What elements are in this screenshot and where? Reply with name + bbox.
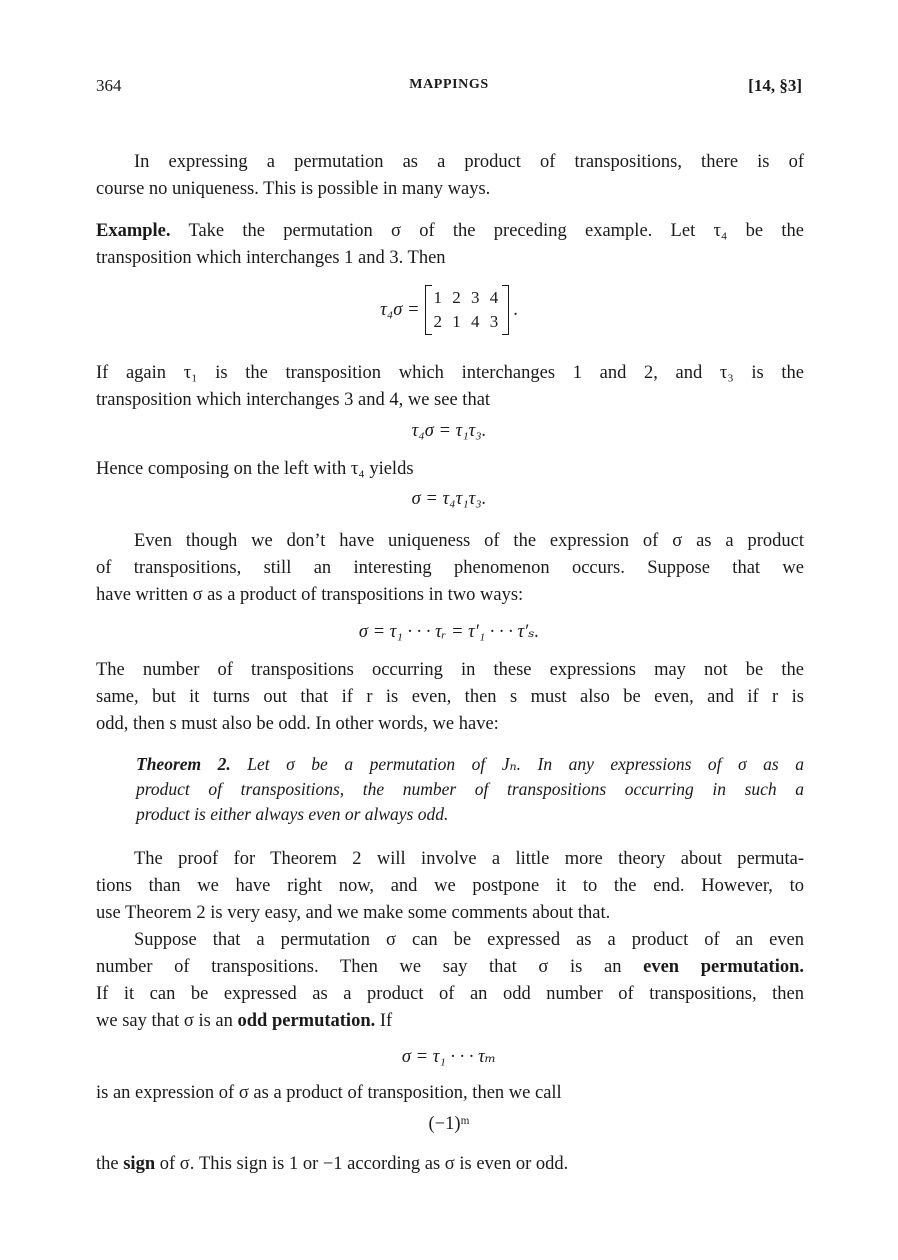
equation-4: σ = τ₁ · · · τᵣ = τ′₁ · · · τ′ₛ. xyxy=(358,622,540,642)
equation-matrix xyxy=(0,286,898,334)
text-line: transposition which interchanges 1 and 3. Then xyxy=(96,248,446,268)
text-line: of transpositions, still an interesting phenomenon occurs. Suppose that we xyxy=(96,558,804,578)
paragraph-transpositions xyxy=(96,360,804,414)
theorem-label: Theorem 2. xyxy=(136,754,231,774)
running-title: MAPPINGS xyxy=(409,77,489,92)
equation-period: . xyxy=(513,299,518,320)
text-line: The proof for Theorem 2 will involve a little more theory about permuta- xyxy=(134,849,804,869)
text-line: product of transpositions, the number of transpositions occurring in such a xyxy=(136,779,804,799)
text-line: product is either always even or always odd. xyxy=(136,804,449,824)
permutation-matrix xyxy=(425,286,509,334)
text-line: If xyxy=(375,1011,393,1031)
equation-5: σ = τ₁ · · · τₘ xyxy=(401,1047,497,1067)
text-line: is an expression of σ as a product of transposition, then we call xyxy=(96,1083,562,1103)
text-line: If again τ₁ is the transposition which interchanges 1 and 2, and τ₃ is the xyxy=(96,363,804,383)
theorem-2 xyxy=(136,752,804,827)
text-line: Even though we don’t have uniqueness of the expression of σ as a product xyxy=(134,531,804,551)
term-sign: sign xyxy=(123,1154,156,1174)
paragraph-composing xyxy=(96,456,804,483)
paragraph-proof xyxy=(96,846,804,927)
text-line: tions than we have right now, and we postpone it to the end. However, to xyxy=(96,876,804,896)
paragraph-phenomenon xyxy=(96,528,804,609)
text-line: use Theorem 2 is very easy, and we make some comments about that. xyxy=(96,903,611,923)
text-line: In expressing a permutation as a product of transpositions, there is of xyxy=(134,152,804,172)
section-reference: [14, §3] xyxy=(748,76,802,95)
example-label: Example. xyxy=(96,221,171,241)
text-line: transposition which interchanges 3 and 4, we see that xyxy=(96,390,491,410)
term-odd-permutation: odd permutation. xyxy=(237,1011,376,1031)
example-paragraph xyxy=(96,218,804,272)
paragraph-parity xyxy=(96,657,804,738)
matrix-row-top: 1 2 3 4 xyxy=(433,288,502,307)
text-line: of σ. This sign is 1 or −1 according as σ is even or odd. xyxy=(155,1154,569,1174)
equation-6: (−1)ᵐ xyxy=(428,1114,470,1134)
matrix-row-bottom: 2 1 4 3 xyxy=(433,312,502,331)
text-line: Hence composing on the left with τ₄ yields xyxy=(96,459,414,479)
text-line: number of transpositions. Then we say that σ is an xyxy=(96,957,644,977)
paragraph-sign xyxy=(96,1151,804,1178)
text-line: we say that σ is an xyxy=(96,1011,238,1031)
text-line: Let σ be a permutation of Jₙ. In any expressions of σ as a xyxy=(230,754,805,774)
text-line: If it can be expressed as a product of an odd number of transpositions, then xyxy=(96,984,804,1004)
equation-3: σ = τ₄τ₁τ₃. xyxy=(411,489,487,509)
text-line: Take the permutation σ of the preceding example. Let τ₄ be the xyxy=(170,221,804,241)
text-line: course no uniqueness. This is possible in many ways. xyxy=(96,179,491,199)
equation-2: τ₄σ = τ₁τ₃. xyxy=(411,421,487,441)
text-line: same, but it turns out that if r is even, then s must also be even, and if r is xyxy=(96,687,804,707)
equation-lhs: τ₄σ = xyxy=(380,299,420,320)
text-line: odd, then s must also be odd. In other words, we have: xyxy=(96,714,499,734)
page-number: 364 xyxy=(96,76,122,95)
text-line: The number of transpositions occurring in these expressions may not be the xyxy=(96,660,804,680)
text-line: the xyxy=(96,1154,124,1174)
paragraph-sign-intro xyxy=(96,1080,804,1107)
term-even-permutation: even permutation. xyxy=(643,957,804,977)
text-line: Suppose that a permutation σ can be expressed as a product of an even xyxy=(134,930,804,950)
text-line: have written σ as a product of transpositions in two ways: xyxy=(96,585,524,605)
running-header xyxy=(96,76,802,100)
paragraph-uniqueness xyxy=(96,149,804,203)
paragraph-definitions xyxy=(96,927,804,1035)
